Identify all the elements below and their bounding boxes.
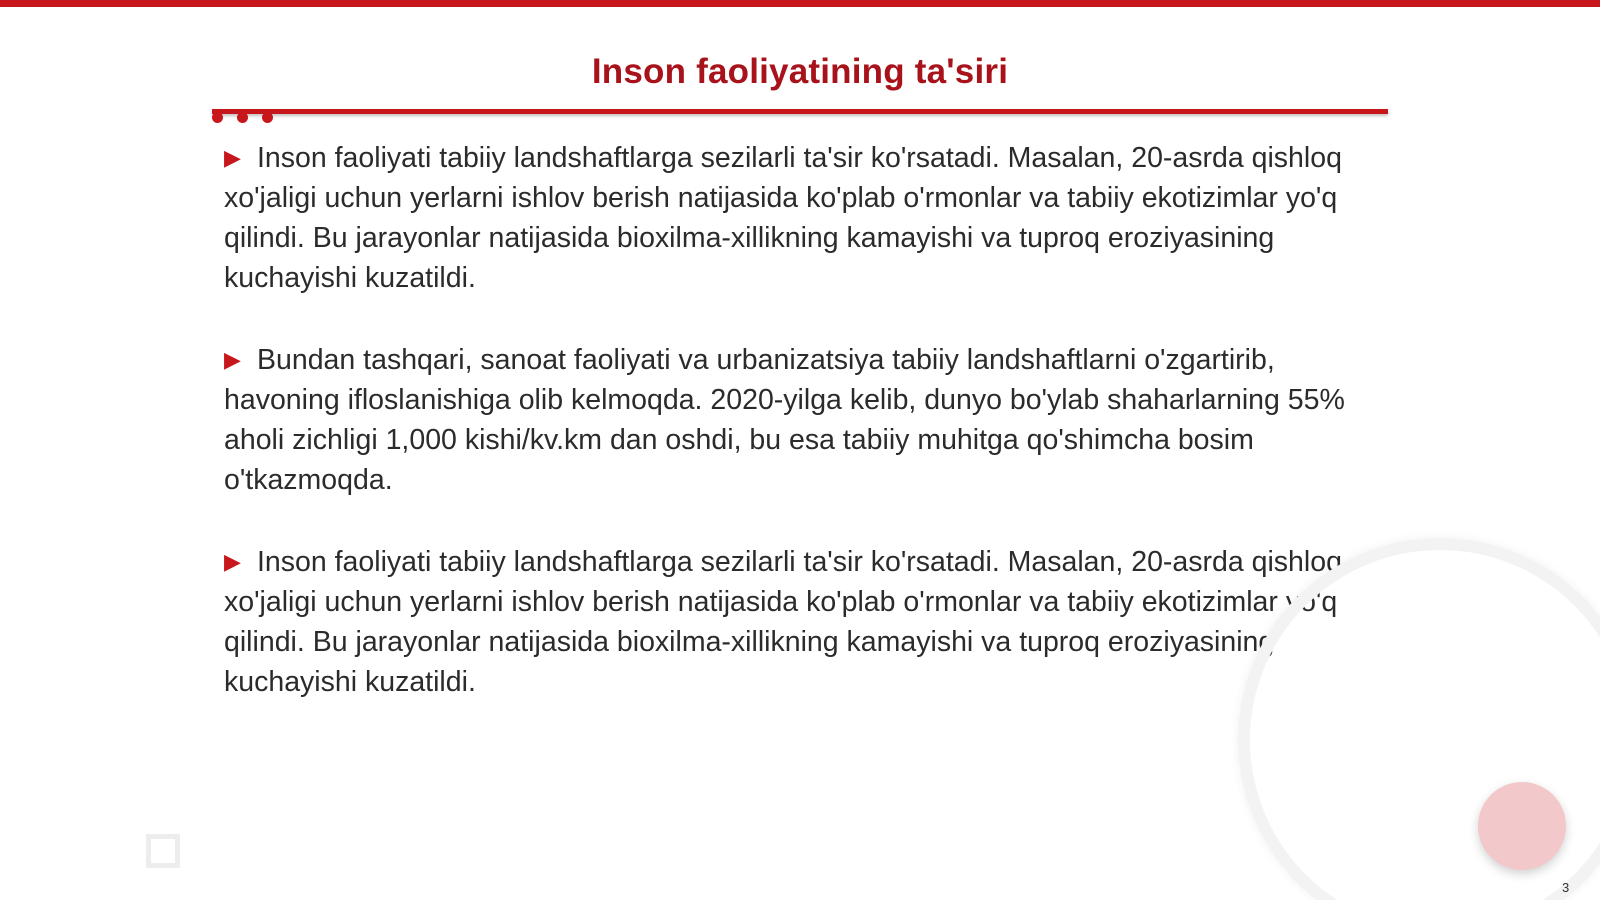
dot-icon [262, 112, 273, 123]
page-number: 3 [1562, 880, 1570, 895]
slide-title: Inson faoliyatining ta'siri [591, 52, 1009, 91]
paragraph-3 [224, 542, 1374, 702]
paragraph-2 [224, 340, 1374, 500]
dot-icon [212, 112, 223, 123]
title-underline [212, 109, 1388, 114]
paragraph-3-text: Inson faoliyati tabiiy landshaftlarga sezilarli ta'sir ko'rsatadi. Masalan, 20-asrda qishloq xo'jaligi uchun yerlarni ishlov berish natijasida ko'plab o'rmonlar va tabiiy ekotizimlar yo'q qilindi. Bu jarayonlar natijasida bioxilma-xillikning kamayishi va tuproq eroziyasining kuchayishi kuzatildi. [224, 546, 1342, 698]
decorative-dots [212, 112, 282, 126]
paragraph-1-text: Inson faoliyati tabiiy landshaftlarga sezilarli ta'sir ko'rsatadi. Masalan, 20-asrda qishloq xo'jaligi uchun yerlarni ishlov berish natijasida ko'plab o'rmonlar va tabiiy ekotizimlar yo'q qilindi. Bu jarayonlar natijasida bioxilma-xillikning kamayishi va tuproq eroziyasining kuchayishi kuzatildi. [224, 142, 1342, 294]
dot-icon [237, 112, 248, 123]
triangle-right-icon: ▶ [224, 347, 241, 372]
decorative-circle [1478, 782, 1566, 870]
decorative-square [146, 834, 180, 868]
paragraph-1 [224, 138, 1374, 298]
top-accent-bar [0, 0, 1600, 7]
triangle-right-icon: ▶ [224, 145, 241, 170]
paragraph-2-text: Bundan tashqari, sanoat faoliyati va urbanizatsiya tabiiy landshaftlarni o'zgartirib, havoning ifloslanishiga olib kelmoqda. 2020-yilga kelib, dunyo bo'ylab shaharlarning 55% aholi zichligi 1,000 kishi/kv.km dan oshdi, bu esa tabiiy muhitga qo'shimcha bosim o'tkazmoqda. [224, 344, 1345, 496]
slide-body [224, 138, 1374, 744]
triangle-right-icon: ▶ [224, 549, 241, 574]
